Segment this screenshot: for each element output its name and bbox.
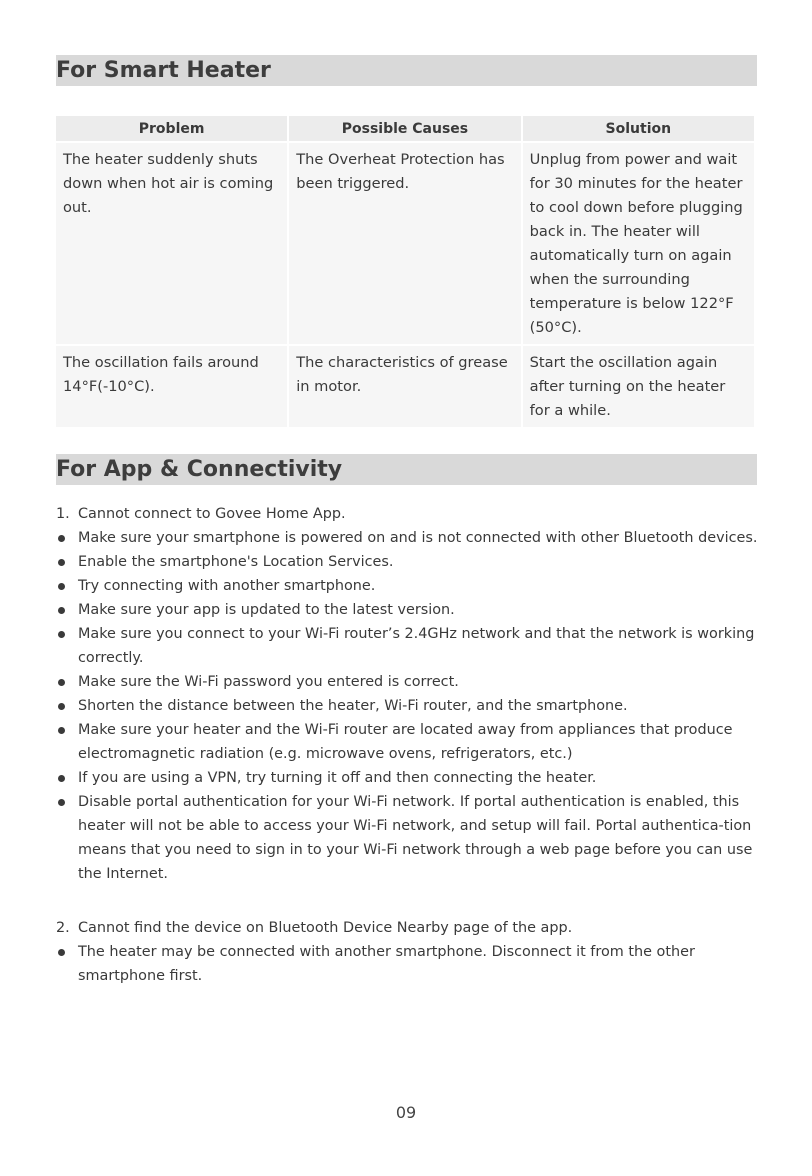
bullet-text: Make sure you connect to your Wi-Fi router’s 2.4GHz network and that the network is working correctly. (78, 626, 755, 666)
page-number: 09 (395, 1103, 417, 1122)
problem-cell: The oscillation fails around 14°F(-10°C). (56, 346, 287, 427)
issue-list-connect-app (56, 502, 758, 886)
list-item (56, 940, 758, 988)
list-item (56, 766, 758, 790)
bullet-icon (58, 949, 65, 956)
issue-number: 1. (56, 506, 70, 522)
bullet-icon (58, 607, 65, 614)
section-title-app-connectivity: For App & Connectivity (56, 457, 343, 482)
issue-title: Cannot connect to Govee Home App. (78, 506, 346, 522)
bullet-icon (58, 583, 65, 590)
issue-heading (56, 502, 758, 526)
bullet-icon (58, 799, 65, 806)
list-item (56, 550, 758, 574)
list-item (56, 598, 758, 622)
bullet-text: Enable the smartphone's Location Services. (78, 554, 394, 570)
list-item (56, 670, 758, 694)
issue-list-find-device (56, 916, 758, 988)
bullet-icon (58, 703, 65, 710)
bullet-text: Make sure your heater and the Wi-Fi router are located away from appliances that produce electromagnetic radiation (e.g. microwave ovens, refrigerators, etc.) (78, 722, 733, 762)
problem-cell: The heater suddenly shuts down when hot air is coming out. (56, 143, 287, 344)
issue-title: Cannot find the device on Bluetooth Device Nearby page of the app. (78, 920, 573, 936)
list-item (56, 622, 758, 670)
cause-cell: The characteristics of grease in motor. (289, 346, 520, 427)
list-item (56, 718, 758, 766)
bullet-text: The heater may be connected with another smartphone. Disconnect it from the other smartphone first. (78, 944, 695, 984)
column-header-problem: Problem (56, 116, 287, 141)
list-item (56, 574, 758, 598)
bullet-icon (58, 727, 65, 734)
table-row (56, 346, 754, 427)
bullet-icon (58, 535, 65, 542)
issue-number: 2. (56, 920, 70, 936)
troubleshooting-table (54, 114, 756, 429)
bullet-text: Make sure your app is updated to the latest version. (78, 602, 455, 618)
section-title-smart-heater: For Smart Heater (56, 58, 271, 83)
bullet-icon (58, 631, 65, 638)
bullet-text: If you are using a VPN, try turning it off and then connecting the heater. (78, 770, 597, 786)
solution-cell: Start the oscillation again after turning on the heater for a while. (523, 346, 754, 427)
solution-cell: Unplug from power and wait for 30 minutes for the heater to cool down before plugging back in. The heater will automatically turn on again when the surrounding temperature is below 122°F (50°C). (523, 143, 754, 344)
list-item (56, 526, 758, 550)
bullet-text: Shorten the distance between the heater, Wi-Fi router, and the smartphone. (78, 698, 628, 714)
bullet-icon (58, 559, 65, 566)
bullet-text: Make sure the Wi-Fi password you entered is correct. (78, 674, 459, 690)
list-item (56, 790, 758, 886)
table-row (56, 143, 754, 344)
bullet-icon (58, 775, 65, 782)
table-header-row (56, 116, 754, 141)
cause-cell: The Overheat Protection has been triggered. (289, 143, 520, 344)
issue-heading (56, 916, 758, 940)
bullet-text: Try connecting with another smartphone. (78, 578, 376, 594)
bullet-icon (58, 679, 65, 686)
column-header-possible-causes: Possible Causes (289, 116, 520, 141)
bullet-text: Disable portal authentication for your Wi-Fi network. If portal authentication is enabled, this heater will not be able to access your Wi-Fi network, and setup will fail. Portal authentica-tion means that you need to sign in to your Wi-Fi network through a web page before you can use the Internet. (78, 794, 753, 882)
column-header-solution: Solution (523, 116, 754, 141)
bullet-text: Make sure your smartphone is powered on and is not connected with other Bluetooth devices. (78, 530, 758, 546)
list-item (56, 694, 758, 718)
